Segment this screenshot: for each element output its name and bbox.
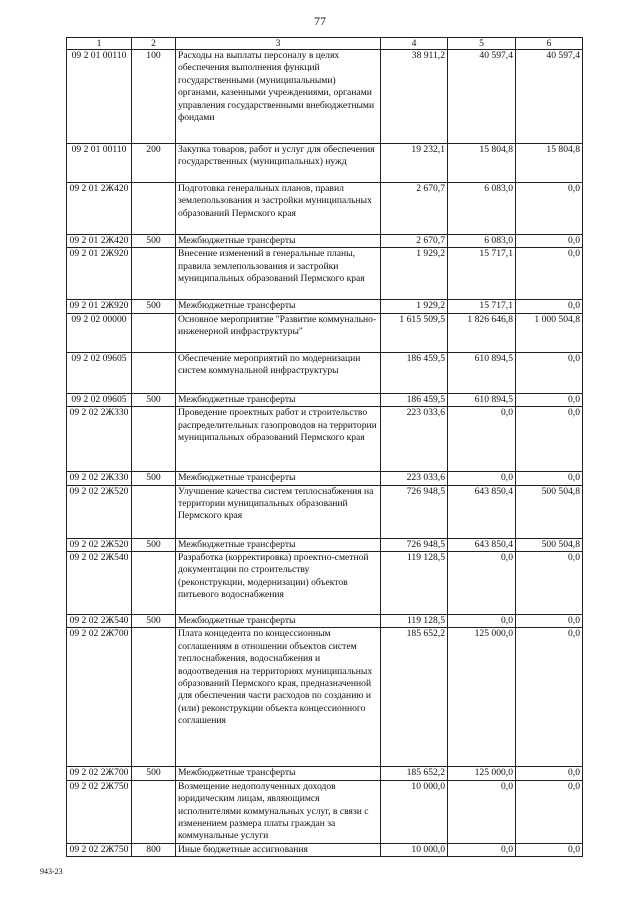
- amount-year-2: 125 000,0: [448, 767, 516, 780]
- expense-name: Основное мероприятие "Развитие коммунально-инженерной инфраструктуры": [176, 313, 381, 352]
- amount-year-2: 643 850,4: [448, 538, 516, 551]
- amount-year-3: 0,0: [516, 552, 583, 615]
- table-row: [67, 50, 583, 144]
- expense-type-code: [132, 183, 176, 235]
- table-row: [67, 144, 583, 183]
- amount-year-3: 0,0: [516, 843, 583, 856]
- expense-name: Межбюджетные трансферты: [176, 300, 381, 313]
- column-header: 6: [516, 38, 583, 50]
- target-article-code: 09 2 02 2Ж700: [67, 767, 132, 780]
- expense-type-code: [132, 352, 176, 393]
- amount-year-1: 186 459,5: [381, 352, 448, 393]
- target-article-code: 09 2 01 2Ж920: [67, 248, 132, 300]
- expense-type-code: 500: [132, 767, 176, 780]
- target-article-code: 09 2 01 2Ж420: [67, 183, 132, 235]
- amount-year-3: 0,0: [516, 300, 583, 313]
- amount-year-1: 185 652,2: [381, 628, 448, 767]
- target-article-code: 09 2 02 2Ж750: [67, 780, 132, 843]
- amount-year-1: 186 459,5: [381, 393, 448, 406]
- expense-name: Межбюджетные трансферты: [176, 767, 381, 780]
- table-row: [67, 628, 583, 767]
- expense-type-code: [132, 628, 176, 767]
- amount-year-1: 1 929,2: [381, 300, 448, 313]
- column-header: 5: [448, 38, 516, 50]
- target-article-code: 09 2 02 2Ж700: [67, 628, 132, 767]
- amount-year-1: 119 128,5: [381, 615, 448, 628]
- page-number: 77: [314, 14, 326, 28]
- footer-document-code: 943-23: [40, 867, 63, 876]
- table-row: [67, 248, 583, 300]
- expense-type-code: 500: [132, 538, 176, 551]
- amount-year-2: 6 083,0: [448, 183, 516, 235]
- amount-year-2: 0,0: [448, 552, 516, 615]
- table-row: [67, 552, 583, 615]
- amount-year-2: 125 000,0: [448, 628, 516, 767]
- table-row: [67, 235, 583, 248]
- column-number-row: [67, 38, 583, 50]
- expense-type-code: [132, 248, 176, 300]
- column-header: 1: [67, 38, 132, 50]
- amount-year-2: 0,0: [448, 780, 516, 843]
- table-row: [67, 352, 583, 393]
- table-row: [67, 472, 583, 485]
- expense-name: Обеспечение мероприятий по модернизации систем коммунальной инфраструктуры: [176, 352, 381, 393]
- column-header: 3: [176, 38, 381, 50]
- expense-name: Межбюджетные трансферты: [176, 235, 381, 248]
- amount-year-2: 0,0: [448, 472, 516, 485]
- table-row: [67, 313, 583, 352]
- amount-year-1: 119 128,5: [381, 552, 448, 615]
- amount-year-1: 2 670,7: [381, 183, 448, 235]
- amount-year-1: 185 652,2: [381, 767, 448, 780]
- expense-name: Межбюджетные трансферты: [176, 472, 381, 485]
- expense-name: Возмещение недополученных доходов юридическим лицам, являющимся исполнителями коммунальных услуг, в связи с изменением размера платы граждан за коммунальные услуги: [176, 780, 381, 843]
- expense-name: Плата концедента по концессионным соглашениям в отношении объектов систем теплоснабжения, водоснабжения и водоотведения на территориях муниципальных образований Пермского края, предназначенной для обеспечения части расходов по созданию и (или) реконструкции объекта концессионного соглашения: [176, 628, 381, 767]
- expense-name: Межбюджетные трансферты: [176, 393, 381, 406]
- expense-type-code: 500: [132, 300, 176, 313]
- amount-year-3: 0,0: [516, 248, 583, 300]
- target-article-code: 09 2 02 2Ж330: [67, 407, 132, 472]
- expense-type-code: 500: [132, 235, 176, 248]
- expense-type-code: 500: [132, 393, 176, 406]
- amount-year-1: 1 615 509,5: [381, 313, 448, 352]
- amount-year-3: 0,0: [516, 628, 583, 767]
- amount-year-3: 15 804,8: [516, 144, 583, 183]
- expense-name: Межбюджетные трансферты: [176, 538, 381, 551]
- amount-year-3: 0,0: [516, 780, 583, 843]
- amount-year-1: 1 929,2: [381, 248, 448, 300]
- amount-year-3: 0,0: [516, 615, 583, 628]
- amount-year-3: 40 597,4: [516, 50, 583, 144]
- target-article-code: 09 2 02 2Ж330: [67, 472, 132, 485]
- expense-type-code: [132, 485, 176, 538]
- table-row: [67, 843, 583, 856]
- amount-year-3: 0,0: [516, 352, 583, 393]
- amount-year-3: 0,0: [516, 393, 583, 406]
- target-article-code: 09 2 02 2Ж520: [67, 538, 132, 551]
- target-article-code: 09 2 01 00110: [67, 144, 132, 183]
- amount-year-1: 10 000,0: [381, 843, 448, 856]
- table-row: [67, 615, 583, 628]
- expense-name: Разработка (корректировка) проектно-сметной документации по строительству (реконструкции, модернизации) объектов питьевого водоснабжения: [176, 552, 381, 615]
- table-row: [67, 538, 583, 551]
- amount-year-1: 223 033,6: [381, 407, 448, 472]
- table-row: [67, 767, 583, 780]
- amount-year-3: 0,0: [516, 472, 583, 485]
- expense-type-code: 200: [132, 144, 176, 183]
- amount-year-2: 6 083,0: [448, 235, 516, 248]
- expense-type-code: [132, 313, 176, 352]
- amount-year-2: 0,0: [448, 407, 516, 472]
- amount-year-2: 610 894,5: [448, 393, 516, 406]
- expense-name: Иные бюджетные ассигнования: [176, 843, 381, 856]
- amount-year-3: 0,0: [516, 767, 583, 780]
- amount-year-1: 223 033,6: [381, 472, 448, 485]
- amount-year-3: 500 504,8: [516, 538, 583, 551]
- amount-year-3: 500 504,8: [516, 485, 583, 538]
- amount-year-2: 0,0: [448, 843, 516, 856]
- amount-year-2: 15 804,8: [448, 144, 516, 183]
- table-row: [67, 407, 583, 472]
- amount-year-2: 643 850,4: [448, 485, 516, 538]
- expense-type-code: 500: [132, 472, 176, 485]
- target-article-code: 09 2 01 2Ж920: [67, 300, 132, 313]
- expense-type-code: 800: [132, 843, 176, 856]
- budget-table: [66, 37, 583, 857]
- expense-name: Подготовка генеральных планов, правил землепользования и застройки муниципальных образований Пермского края: [176, 183, 381, 235]
- amount-year-3: 0,0: [516, 407, 583, 472]
- table-row: [67, 780, 583, 843]
- expense-type-code: 100: [132, 50, 176, 144]
- amount-year-3: 0,0: [516, 235, 583, 248]
- column-header: 2: [132, 38, 176, 50]
- amount-year-1: 19 232,1: [381, 144, 448, 183]
- amount-year-1: 726 948,5: [381, 538, 448, 551]
- target-article-code: 09 2 02 09605: [67, 352, 132, 393]
- expense-name: Закупка товаров, работ и услуг для обеспечения государственных (муниципальных) нужд: [176, 144, 381, 183]
- expense-name: Улучшение качества систем теплоснабжения на территории муниципальных образований Пермского края: [176, 485, 381, 538]
- target-article-code: 09 2 01 2Ж420: [67, 235, 132, 248]
- expense-type-code: 500: [132, 615, 176, 628]
- amount-year-3: 1 000 504,8: [516, 313, 583, 352]
- expense-name: Внесение изменений в генеральные планы, правила землепользования и застройки муниципальных образований Пермского края: [176, 248, 381, 300]
- amount-year-1: 10 000,0: [381, 780, 448, 843]
- target-article-code: 09 2 02 2Ж540: [67, 552, 132, 615]
- amount-year-2: 15 717,1: [448, 300, 516, 313]
- table-row: [67, 183, 583, 235]
- amount-year-2: 1 826 646,8: [448, 313, 516, 352]
- expense-name: Проведение проектных работ и строительство распределительных газопроводов на территории муниципальных образований Пермского края: [176, 407, 381, 472]
- expense-name: Межбюджетные трансферты: [176, 615, 381, 628]
- table-row: [67, 393, 583, 406]
- target-article-code: 09 2 02 09605: [67, 393, 132, 406]
- target-article-code: 09 2 01 00110: [67, 50, 132, 144]
- amount-year-1: 2 670,7: [381, 235, 448, 248]
- amount-year-2: 40 597,4: [448, 50, 516, 144]
- expense-name: Расходы на выплаты персоналу в целях обеспечения выполнения функций государственными (муниципальными) органами, казенными учреждениями, органами управления государственными внебюджетными фондами: [176, 50, 381, 144]
- table-row: [67, 300, 583, 313]
- table-row: [67, 485, 583, 538]
- column-header: 4: [381, 38, 448, 50]
- amount-year-1: 726 948,5: [381, 485, 448, 538]
- amount-year-2: 15 717,1: [448, 248, 516, 300]
- expense-type-code: [132, 552, 176, 615]
- target-article-code: 09 2 02 2Ж540: [67, 615, 132, 628]
- amount-year-2: 610 894,5: [448, 352, 516, 393]
- target-article-code: 09 2 02 2Ж750: [67, 843, 132, 856]
- amount-year-1: 38 911,2: [381, 50, 448, 144]
- expense-type-code: [132, 780, 176, 843]
- expense-type-code: [132, 407, 176, 472]
- amount-year-3: 0,0: [516, 183, 583, 235]
- target-article-code: 09 2 02 00000: [67, 313, 132, 352]
- amount-year-2: 0,0: [448, 615, 516, 628]
- target-article-code: 09 2 02 2Ж520: [67, 485, 132, 538]
